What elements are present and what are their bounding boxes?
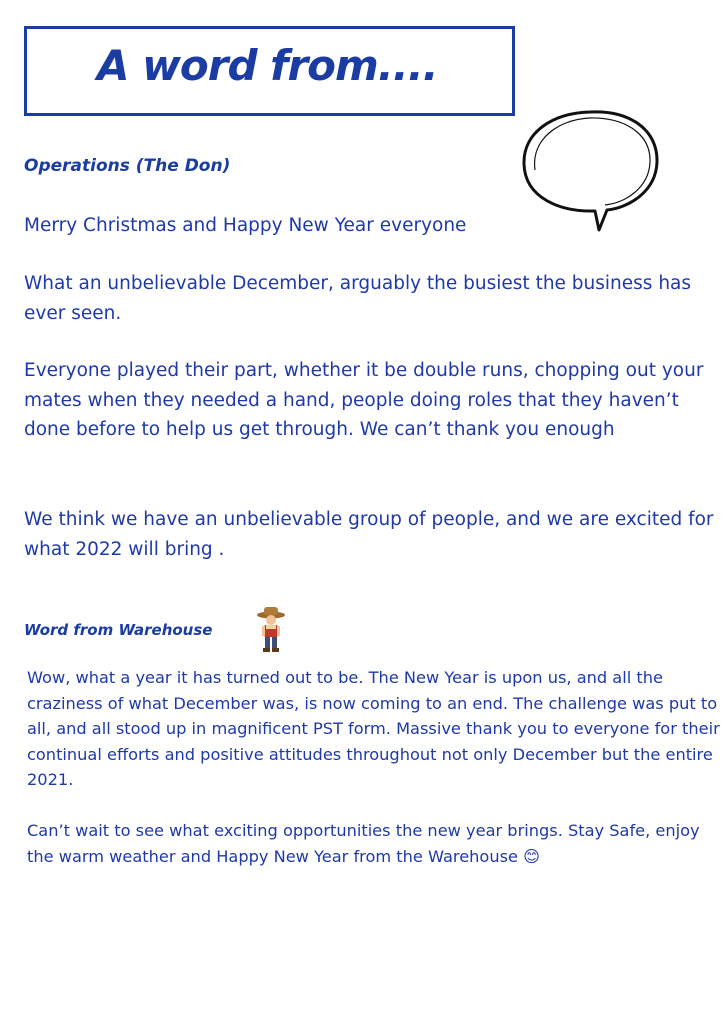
warehouse-paragraph-1: Wow, what a year it has turned out to be. The New Year is upon us, and all the craziness of what December was, is now coming to an end. The challenge was put to all, and all stood up in magnificent PST form. Massive thank you to everyone for their continual efforts and positive attitudes throughout not only December but the entire 2021. (27, 668, 720, 789)
operations-heading: Operations (The Don) (24, 156, 231, 176)
operations-paragraph-4: We think we have an unbelievable group of people, and we are excited for what 2022 will bring . (24, 509, 714, 560)
page-title: A word from.... (97, 41, 438, 90)
operations-paragraph-1: Merry Christmas and Happy New Year everyone (24, 215, 467, 236)
cowboy-icon (255, 606, 287, 654)
warehouse-heading: Word from Warehouse (24, 621, 213, 639)
operations-paragraph-2: What an unbelievable December, arguably the busiest the business has ever seen. (24, 273, 692, 324)
title-box (24, 26, 515, 116)
operations-paragraph-3: Everyone played their part, whether it be double runs, chopping out your mates when they needed a hand, people doing roles that they haven’t done before to help us get through. We can’t thank you enough (24, 360, 704, 440)
warehouse-paragraph-2: Can’t wait to see what exciting opportunities the new year brings. Stay Safe, enjoy the warm weather and Happy New Year from the Warehouse 😊 (27, 821, 700, 866)
